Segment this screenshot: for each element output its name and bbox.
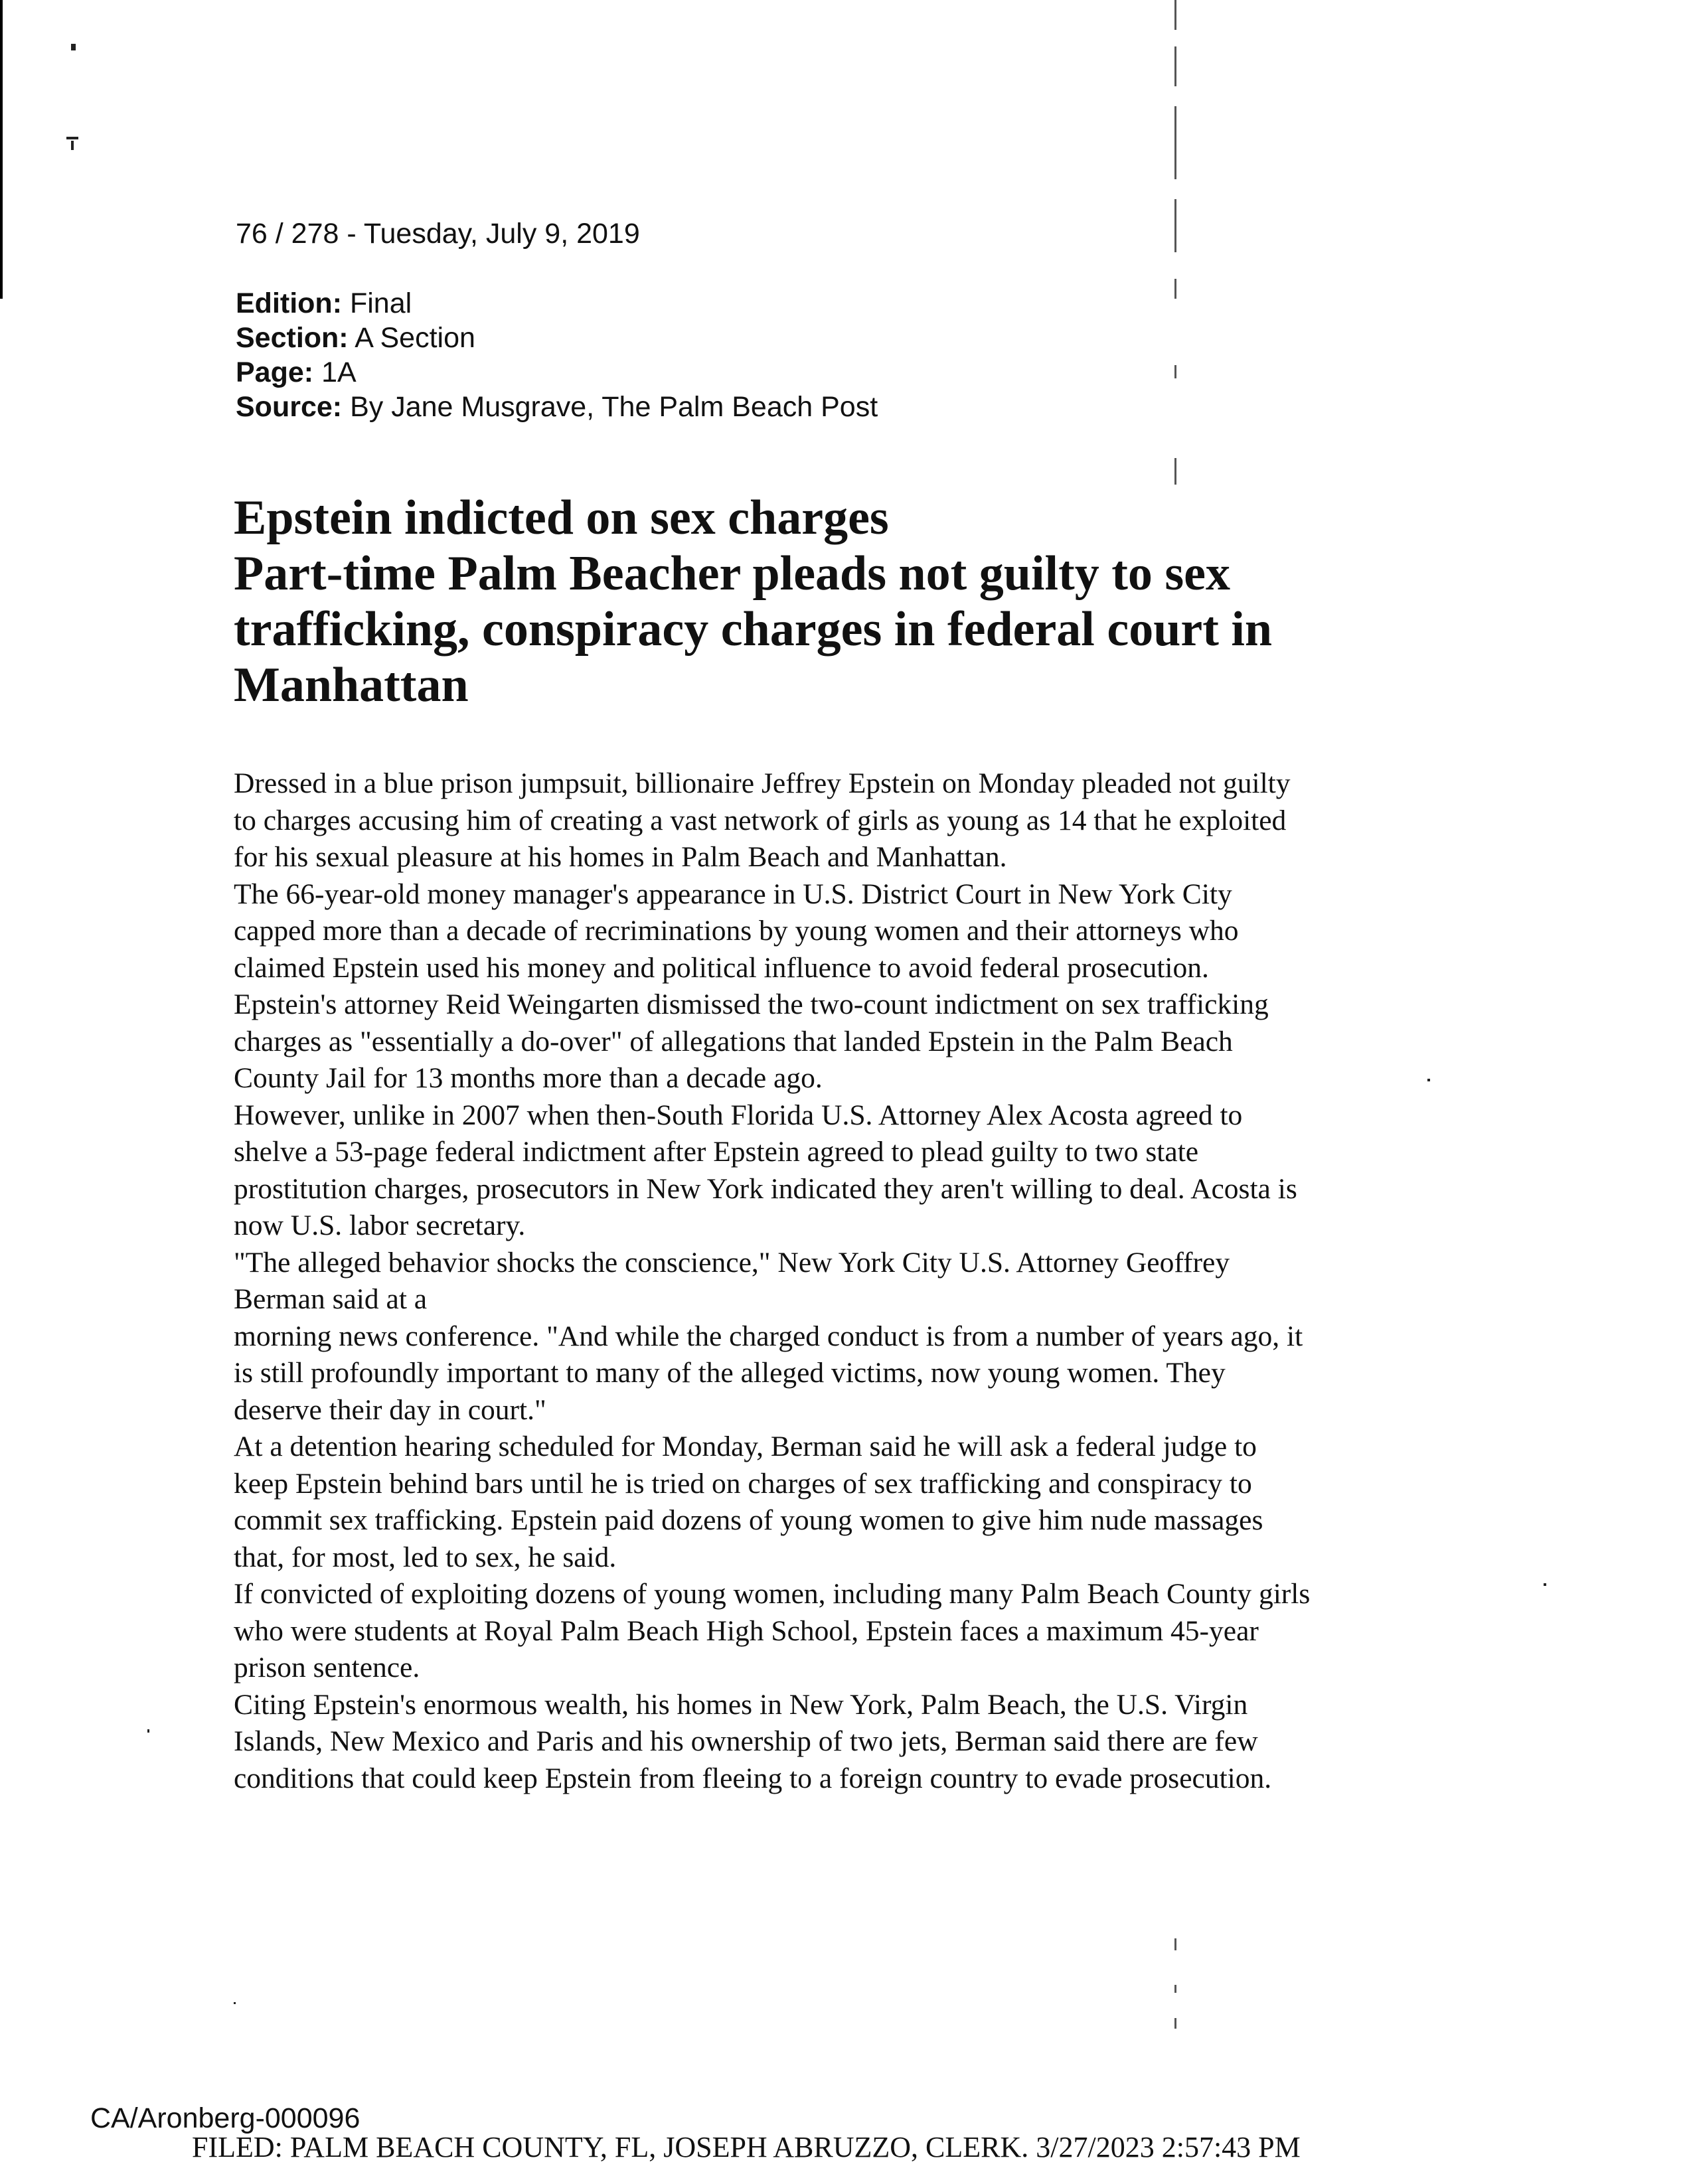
scan-fold-line xyxy=(1174,279,1176,299)
article-line: If convicted of exploiting dozens of young women, including many Palm Beach County girls xyxy=(234,1578,1311,1610)
article-body xyxy=(234,765,1455,1797)
article-line: claimed Epstein used his money and political influence to avoid federal prosecution. xyxy=(234,951,1209,984)
edition-label: Edition: xyxy=(236,287,343,319)
article-line: prostitution charges, prosecutors in New York indicated they aren't willing to deal. Acosta is xyxy=(234,1172,1297,1205)
article-line: morning news conference. "And while the charged conduct is from a number of years ago, it xyxy=(234,1320,1303,1352)
issue-date-line: 76 / 278 - Tuesday, July 9, 2019 xyxy=(236,218,640,250)
scan-fold-line xyxy=(1174,199,1176,252)
article-line: Dressed in a blue prison jumpsuit, billionaire Jeffrey Epstein on Monday pleaded not guilty xyxy=(234,767,1291,799)
article-line: is still profoundly important to many of the alleged victims, now young women. They xyxy=(234,1357,1226,1389)
headline-subtitle-line: trafficking, conspiracy charges in federal court in xyxy=(234,602,1273,657)
scan-fold-line xyxy=(1174,46,1176,86)
bates-number: CA/Aronberg-000096 xyxy=(90,2102,361,2134)
article-line: Islands, New Mexico and Paris and his ownership of two jets, Berman said there are few xyxy=(234,1725,1258,1757)
article-line: Epstein's attorney Reid Weingarten dismissed the two-count indictment on sex trafficking xyxy=(234,988,1269,1020)
article-line: shelve a 53-page federal indictment after Epstein agreed to plead guilty to two state xyxy=(234,1136,1199,1168)
article-line: Citing Epstein's enormous wealth, his homes in New York, Palm Beach, the U.S. Virgin xyxy=(234,1688,1248,1721)
scan-fold-line xyxy=(1174,0,1176,30)
article-line: to charges accusing him of creating a vast network of girls as young as 14 that he exploited xyxy=(234,804,1287,836)
article-headline xyxy=(234,490,1429,713)
scan-speck xyxy=(71,44,76,50)
scan-fold-line xyxy=(1174,2018,1176,2029)
filed-stamp: FILED: PALM BEACH COUNTY, FL, JOSEPH ABRUZZO, CLERK. 3/27/2023 2:57:43 PM xyxy=(192,2131,1301,2163)
article-line: At a detention hearing scheduled for Monday, Berman said he will ask a federal judge to xyxy=(234,1431,1257,1462)
section-label: Section: xyxy=(236,322,349,354)
headline-subtitle-line: Manhattan xyxy=(234,658,469,712)
scan-edge-mark xyxy=(0,0,3,299)
article-line: However, unlike in 2007 when then-South Florida U.S. Attorney Alex Acosta agreed to xyxy=(234,1099,1243,1131)
source-value: By Jane Musgrave, The Palm Beach Post xyxy=(350,391,878,423)
article-line: County Jail for 13 months more than a decade ago. xyxy=(234,1062,823,1094)
article-line: for his sexual pleasure at his homes in Palm Beach and Manhattan. xyxy=(234,841,1007,873)
section-line xyxy=(236,324,475,352)
article-line: capped more than a decade of recriminations by young women and their attorneys who xyxy=(234,915,1239,947)
article-line: deserve their day in court." xyxy=(234,1393,546,1426)
article-line: who were students at Royal Palm Beach High School, Epstein faces a maximum 45-year xyxy=(234,1614,1259,1647)
page-label: Page: xyxy=(236,356,314,388)
article-line: charges as "essentially a do-over" of allegations that landed Epstein in the Palm Beach xyxy=(234,1025,1233,1057)
scan-fold-line xyxy=(1174,1985,1176,1993)
headline-subtitle-line: Part-time Palm Beacher pleads not guilty to sex xyxy=(234,546,1230,601)
scan-fold-line xyxy=(1174,365,1176,378)
edition-value: Final xyxy=(349,287,412,319)
headline-title: Epstein indicted on sex charges xyxy=(234,491,889,545)
article-line: that, for most, led to sex, he said. xyxy=(234,1541,617,1573)
section-value: A Section xyxy=(355,322,475,354)
article-line: commit sex trafficking. Epstein paid dozens of young women to give him nude massages xyxy=(234,1504,1263,1536)
scan-fold-line xyxy=(1174,106,1176,179)
article-line: "The alleged behavior shocks the conscience," New York City U.S. Attorney Geoffrey xyxy=(234,1246,1230,1279)
scan-speck xyxy=(234,2002,236,2004)
source-label: Source: xyxy=(236,391,343,423)
source-line xyxy=(236,393,878,422)
scan-speck xyxy=(1544,1583,1546,1586)
scan-speck xyxy=(71,141,74,150)
page-value: 1A xyxy=(321,356,357,388)
article-line: The 66-year-old money manager's appearance in U.S. District Court in New York City xyxy=(234,878,1232,910)
edition-line xyxy=(236,289,412,318)
scan-fold-line xyxy=(1174,1938,1176,1950)
page-line xyxy=(236,358,357,387)
scan-speck xyxy=(147,1729,149,1733)
article-line: keep Epstein behind bars until he is tried on charges of sex trafficking and conspiracy to xyxy=(234,1467,1252,1500)
scan-speck xyxy=(66,137,78,139)
article-line: now U.S. labor secretary. xyxy=(234,1209,526,1241)
article-line: Berman said at a xyxy=(234,1283,428,1315)
scan-fold-line xyxy=(1174,458,1176,485)
article-line: prison sentence. xyxy=(234,1652,420,1683)
article-line: conditions that could keep Epstein from fleeing to a foreign country to evade prosecution. xyxy=(234,1762,1272,1794)
